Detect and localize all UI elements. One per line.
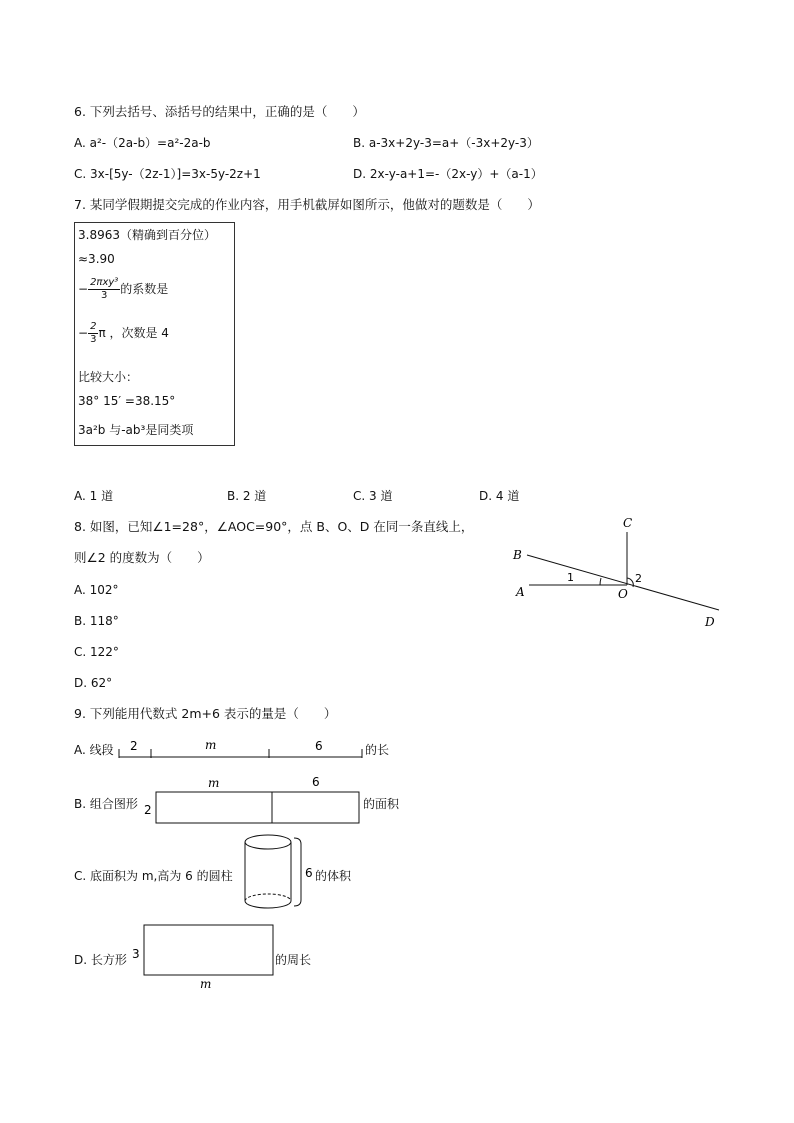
q7-option-a: A. 1 道 bbox=[74, 489, 114, 503]
q7-option-c: C. 3 道 bbox=[353, 489, 393, 503]
q9a-suffix: 的长 bbox=[365, 743, 390, 757]
q6-option-d: D. 2x-y-a+1=-（2x-y）+（a-1） bbox=[353, 167, 543, 181]
q9c-cylinder-figure bbox=[242, 830, 322, 914]
q7-box-line4-numerator: 2 bbox=[90, 321, 97, 332]
q9c-prefix: C. 底面积为 m,高为 6 的圆柱 bbox=[74, 869, 233, 883]
q6-stem: 6. 下列去括号、添括号的结果中，正确的是（ ） bbox=[74, 104, 365, 119]
q8-stem-line2: 则∠2 的度数为（ ） bbox=[74, 550, 210, 565]
q9d-prefix: D. 长方形 bbox=[74, 953, 127, 967]
q9b-rectangle-figure bbox=[140, 770, 364, 828]
q7-box-line3-suffix: 的系数是 bbox=[120, 282, 169, 296]
q9a-seg2-label: m bbox=[205, 738, 217, 752]
q7-box-line6: 38° 15′ =38.15° bbox=[78, 394, 176, 408]
q7-box-line5: 比较大小： bbox=[78, 370, 139, 384]
q8-option-a: A. 102° bbox=[74, 583, 119, 597]
q9a-seg1-label: 2 bbox=[130, 739, 138, 753]
q9b-top1-label: m bbox=[208, 776, 220, 790]
q7-box-line4-denominator: 3 bbox=[90, 334, 97, 345]
line-bd bbox=[527, 555, 719, 610]
q7-stem: 7. 某同学假期提交完成的作业内容，用手机截屏如图所示，他做对的题数是（ ） bbox=[74, 197, 540, 212]
label-d: D bbox=[705, 615, 715, 629]
q8-option-b: B. 118° bbox=[74, 614, 119, 628]
q9b-top2-label: 6 bbox=[312, 775, 320, 789]
q9c-suffix: 的体积 bbox=[315, 869, 352, 883]
q9a-prefix: A. 线段 bbox=[74, 743, 114, 757]
q8-option-c: C. 122° bbox=[74, 645, 119, 659]
q9b-side-label: 2 bbox=[144, 803, 152, 817]
q9-stem: 9. 下列能用代数式 2m+6 表示的量是（ ） bbox=[74, 706, 337, 721]
q7-box-line3: − $\frac{\text{2πxy³}}{3}$ 的系数是 bbox=[78, 277, 169, 301]
q8-stem-line1: 8. 如图，已知∠1=28°，∠AOC=90°，点 B、O、D 在同一条直线上， bbox=[74, 519, 474, 534]
label-o: O bbox=[618, 587, 628, 601]
q9d-rectangle-figure bbox=[130, 922, 276, 994]
q9c-height-label: 6 bbox=[305, 866, 313, 880]
q9d-suffix: 的周长 bbox=[275, 953, 312, 967]
q6-option-b: B. a-3x+2y-3=a+（-3x+2y-3） bbox=[353, 136, 539, 150]
q7-box-line1: 3.8963（精确到百分位） bbox=[78, 228, 216, 242]
q7-box-line4-suffix: π ，次数是 4 bbox=[98, 326, 169, 340]
angle1-arc bbox=[600, 578, 601, 585]
q8-angle-figure bbox=[500, 510, 740, 640]
q7-option-d: D. 4 道 bbox=[479, 489, 520, 503]
q9a-segment-figure bbox=[117, 735, 367, 763]
q7-box-line4: − $\frac{2}{3}$ π ，次数是 4 bbox=[78, 321, 169, 345]
q7-option-b: B. 2 道 bbox=[227, 489, 267, 503]
label-c: C bbox=[623, 516, 633, 530]
q6-option-c: C. 3x-[5y-（2z-1）]=3x-5y-2z+1 bbox=[74, 167, 261, 181]
q7-box-line7: 3a²b 与-ab³是同类项 bbox=[78, 423, 194, 437]
q9b-suffix: 的面积 bbox=[363, 797, 400, 811]
q7-screenshot-box bbox=[74, 222, 235, 446]
label-a: A bbox=[516, 585, 525, 599]
q7-box-line3-denominator: 3 bbox=[100, 290, 108, 301]
q6-option-a: A. a²-（2a-b）=a²-2a-b bbox=[74, 136, 211, 150]
q9b-prefix: B. 组合图形 bbox=[74, 797, 138, 811]
q7-box-line3-numerator: 2πxy³ bbox=[90, 277, 119, 288]
q9d-bottom-label: m bbox=[200, 977, 212, 991]
q8-option-d: D. 62° bbox=[74, 676, 113, 690]
label-angle1: 1 bbox=[567, 571, 574, 584]
label-b: B bbox=[513, 548, 522, 562]
q7-box-line2: ≈3.90 bbox=[78, 252, 115, 266]
label-angle2: 2 bbox=[635, 572, 642, 585]
q9a-seg3-label: 6 bbox=[315, 739, 323, 753]
q9d-side-label: 3 bbox=[132, 947, 140, 961]
